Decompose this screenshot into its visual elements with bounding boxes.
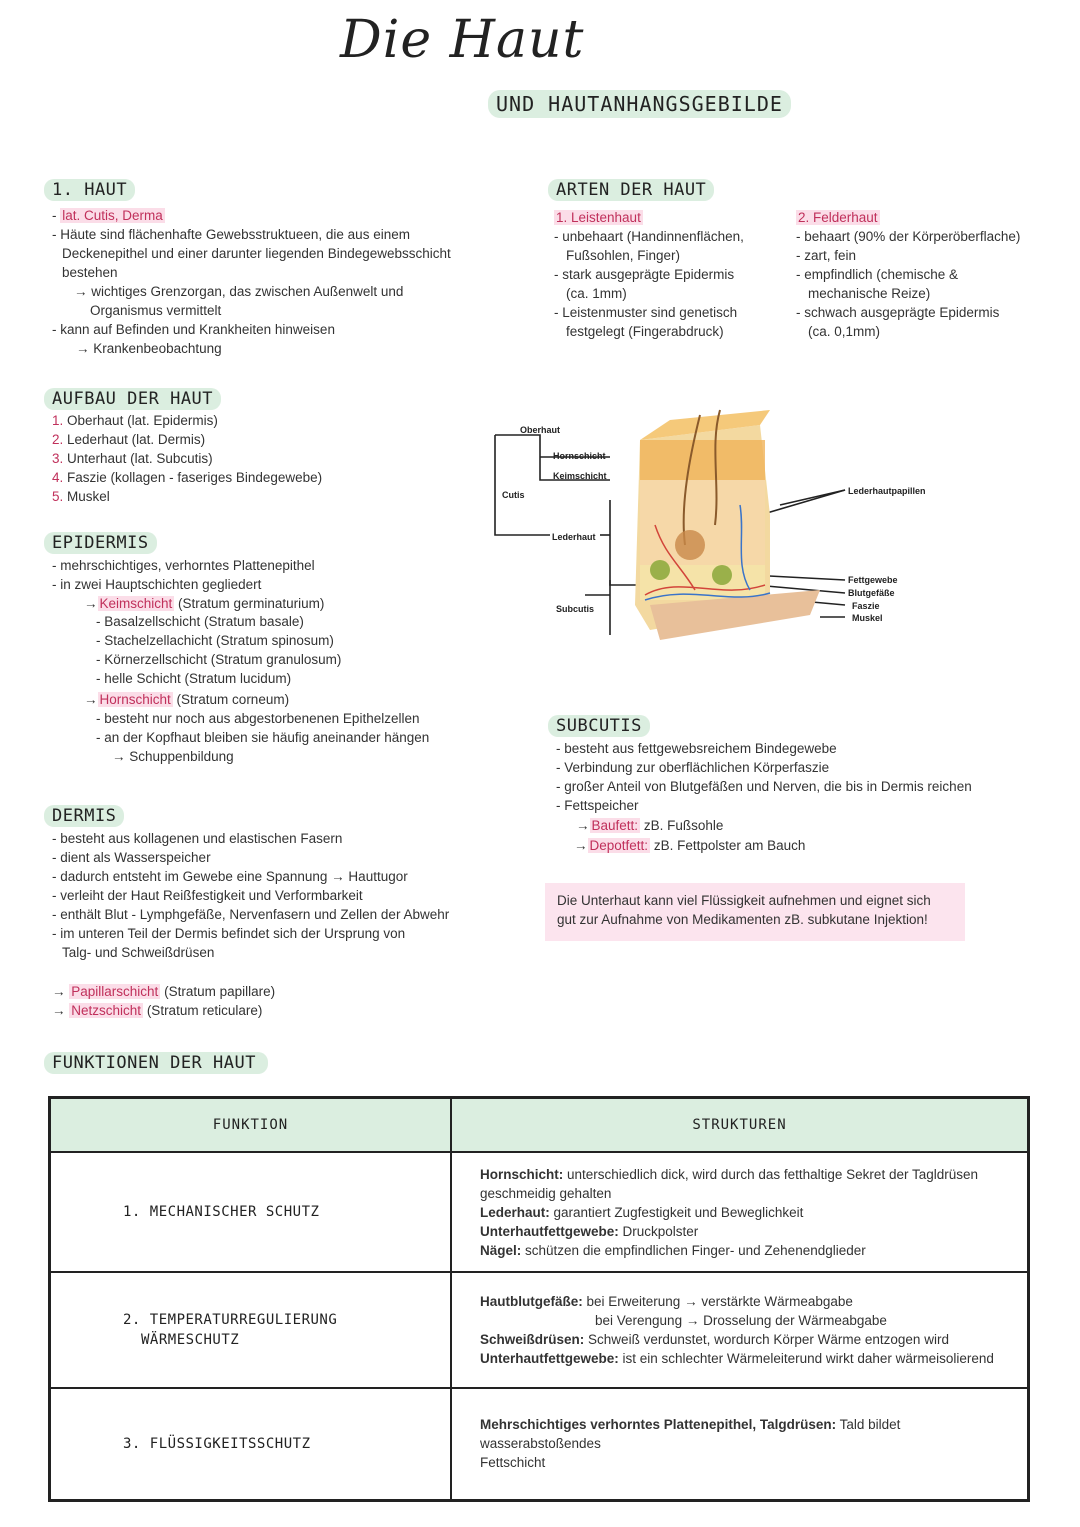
dermis-line-1: - besteht aus kollagenen und elastischen Fasern	[52, 831, 343, 846]
skin-diagram	[490, 405, 940, 645]
dermis-heading: DERMIS	[44, 805, 124, 827]
col-funktion: FUNKTION	[50, 1098, 452, 1153]
haut-line-2: - Häute sind flächenhafte Gewebsstruktueen, die aus einem	[52, 227, 410, 242]
label-subcutis: Subcutis	[556, 604, 595, 614]
aufbau-heading: AUFBAU DER HAUT	[44, 388, 221, 410]
epi-line-2: - in zwei Hauptschichten gegliedert	[52, 577, 262, 592]
dermis-line-6: - im unteren Teil der Dermis befindet sich der Ursprung von	[52, 926, 406, 941]
subcutis-line-3: - großer Anteil von Blutgefäßen und Nerven, die bis in Dermis reichen	[556, 779, 972, 794]
haut-line-5: → wichtiges Grenzorgan, das zwischen Außenwelt und	[74, 284, 404, 299]
section-epidermis	[44, 532, 157, 554]
funktionen-heading: FUNKTIONEN DER HAUT	[44, 1052, 268, 1074]
subcutis-line-1: - besteht aus fettgewebsreichem Bindegewebe	[556, 741, 837, 756]
subcutis-heading: SUBCUTIS	[548, 715, 650, 737]
table-row	[50, 1272, 1029, 1388]
arten-heading: ARTEN DER HAUT	[548, 179, 714, 201]
dermis-line-2: - dient als Wasserspeicher	[52, 850, 211, 865]
epi-keim: → Keimschicht (Stratum germinaturium)	[84, 596, 325, 611]
haut-line-8: → Krankenbeobachtung	[76, 341, 222, 356]
aufbau-item-5: 5. Muskel	[52, 489, 110, 504]
subcutis-note-1: Die Unterhaut kann viel Flüssigkeit aufnehmen und eignet sich	[557, 893, 931, 908]
aufbau-item-3: 3. Unterhaut (lat. Subcutis)	[52, 451, 213, 466]
dermis-line-3: - dadurch entsteht im Gewebe eine Spannung → Hauttugor	[52, 869, 408, 884]
dermis-line-7: Talg- und Schweißdrüsen	[62, 945, 215, 960]
row3-function: 3. FLÜSSIGKEITSSCHUTZ	[50, 1388, 452, 1500]
section-funktionen	[44, 1052, 268, 1074]
label-cutis: Cutis	[502, 490, 525, 500]
subcutis-baufett: → Baufett: zB. Fußsohle	[576, 818, 724, 833]
leisten-title: 1. Leistenhaut	[556, 210, 641, 225]
felder-line-2: - zart, fein	[796, 248, 857, 263]
page-subtitle: UND HAUTANHANGSGEBILDE	[488, 90, 791, 118]
dermis-line-4: - verleiht der Haut Reißfestigkeit und Verformbarkeit	[52, 888, 363, 903]
label-papillen: Lederhautpapillen	[848, 486, 926, 496]
dermis-pap: → Papillarschicht (Stratum papillare)	[52, 984, 276, 999]
haut-line-7: - kann auf Befinden und Krankheiten hinweisen	[52, 322, 335, 337]
haut-line-6: Organismus vermittelt	[90, 303, 222, 318]
leisten-line-1: - unbehaart (Handinnenflächen,	[554, 229, 744, 244]
haut-line-4: bestehen	[62, 265, 118, 280]
col-strukturen: STRUKTUREN	[451, 1098, 1029, 1153]
row1-structures: Hornschicht: unterschiedlich dick, wird durch das fetthaltige Sekret der Tagldrüsen geschmeidig gehalten Lederhaut: garantiert Zugfestigkeit und Beweglichkeit Unterhautfettgewebe: Druckpolster Nägel: schützen die empfindlichen Finger- und Zehenendglieder	[451, 1152, 1029, 1272]
label-keimschicht: Keimschicht	[553, 471, 607, 481]
felder-line-4: mechanische Reize)	[808, 286, 931, 301]
subcutis-note-2: gut zur Aufnahme von Medikamenten zB. subkutane Injektion!	[557, 912, 928, 927]
label-blutgefaesse: Blutgefäße	[848, 588, 895, 598]
felder-line-6: (ca. 0,1mm)	[808, 324, 881, 339]
leisten-line-3: - stark ausgeprägte Epidermis	[554, 267, 735, 282]
leisten-line-4: (ca. 1mm)	[566, 286, 627, 301]
epidermis-heading: EPIDERMIS	[44, 532, 157, 554]
section-haut	[44, 179, 135, 201]
subcutis-line-4: - Fettspeicher	[556, 798, 639, 813]
label-faszie: Faszie	[852, 601, 880, 611]
dermis-netz: → Netzschicht (Stratum reticulare)	[52, 1003, 263, 1018]
section-aufbau	[44, 388, 221, 410]
section-dermis	[44, 805, 124, 827]
haut-heading: 1. HAUT	[44, 179, 135, 201]
haut-line-3: Deckenepithel und einer darunter liegenden Bindegewebsschicht	[62, 246, 451, 261]
epi-horn-result: → Schuppenbildung	[112, 749, 234, 764]
leisten-line-5: - Leistenmuster sind genetisch	[554, 305, 738, 320]
label-muskel: Muskel	[852, 613, 883, 623]
row3-structures: Mehrschichtiges verhorntes Plattenepithel, Talgdrüsen: Tald bildet wasserabstoßendes Fettschicht	[451, 1388, 1029, 1500]
felder-line-1: - behaart (90% der Körperöberflache)	[796, 229, 1021, 244]
section-subcutis	[548, 715, 650, 737]
label-fettgewebe: Fettgewebe	[848, 575, 898, 585]
aufbau-item-4: 4. Faszie (kollagen - faseriges Bindegewebe)	[52, 470, 323, 485]
haut-line-1: - lat. Cutis, Derma	[52, 208, 163, 223]
epi-keim-item-4: - helle Schicht (Stratum lucidum)	[96, 671, 292, 686]
table-row	[50, 1152, 1029, 1272]
epi-line-1: - mehrschichtiges, verhorntes Plattenepithel	[52, 558, 315, 573]
epi-keim-item-3: - Körnerzellschicht (Stratum granulosum)	[96, 652, 342, 667]
felder-line-3: - empfindlich (chemische &	[796, 267, 959, 282]
label-lederhaut: Lederhaut	[552, 532, 596, 542]
leisten-line-6: festgelegt (Fingerabdruck)	[566, 324, 724, 339]
aufbau-item-2: 2. Lederhaut (lat. Dermis)	[52, 432, 206, 447]
row1-function: 1. MECHANISCHER SCHUTZ	[50, 1152, 452, 1272]
felder-title: 2. Felderhaut	[798, 210, 878, 225]
epi-keim-item-1: - Basalzellschicht (Stratum basale)	[96, 614, 304, 629]
row2-structures: Hautblutgefäße: bei Erweiterung → verstärkte Wärmeabgabe bei Verengung → Drosselung der Wärmeabgabe Schweißdrüsen: Schweiß verdunstet, wordurch Körper Wärme entzogen wird Unterhautfettgewebe: ist ein schlechter Wärmeleiterund wirkt daher wärmeisolierend	[451, 1272, 1029, 1388]
section-arten	[548, 179, 714, 201]
leisten-line-2: Fußsohlen, Finger)	[566, 248, 681, 263]
epi-keim-item-2: - Stachelzellachicht (Stratum spinosum)	[96, 633, 334, 648]
epi-horn-item-1: - besteht nur noch aus abgestorbenenen Epithelzellen	[96, 711, 420, 726]
page-title: Die Haut	[340, 10, 585, 70]
table-header-row	[50, 1098, 1029, 1153]
aufbau-item-1: 1. Oberhaut (lat. Epidermis)	[52, 413, 218, 428]
label-hornschicht: Hornschicht	[553, 451, 606, 461]
table-row	[50, 1388, 1029, 1500]
subcutis-line-2: - Verbindung zur oberflächlichen Körperfaszie	[556, 760, 830, 775]
functions-table	[48, 1096, 1030, 1502]
row2-function: 2. TEMPERATURREGULIERUNG WÄRMESCHUTZ	[50, 1272, 452, 1388]
label-oberhaut: Oberhaut	[520, 425, 561, 435]
dermis-line-5: - enthält Blut - Lymphgefäße, Nervenfasern und Zellen der Abwehr	[52, 907, 450, 922]
felder-line-5: - schwach ausgeprägte Epidermis	[796, 305, 1000, 320]
epi-horn-item-2: - an der Kopfhaut bleiben sie häufig aneinander hängen	[96, 730, 430, 745]
subcutis-depotfett: → Depotfett: zB. Fettpolster am Bauch	[574, 838, 806, 853]
epi-horn: → Hornschicht (Stratum corneum)	[84, 692, 290, 707]
